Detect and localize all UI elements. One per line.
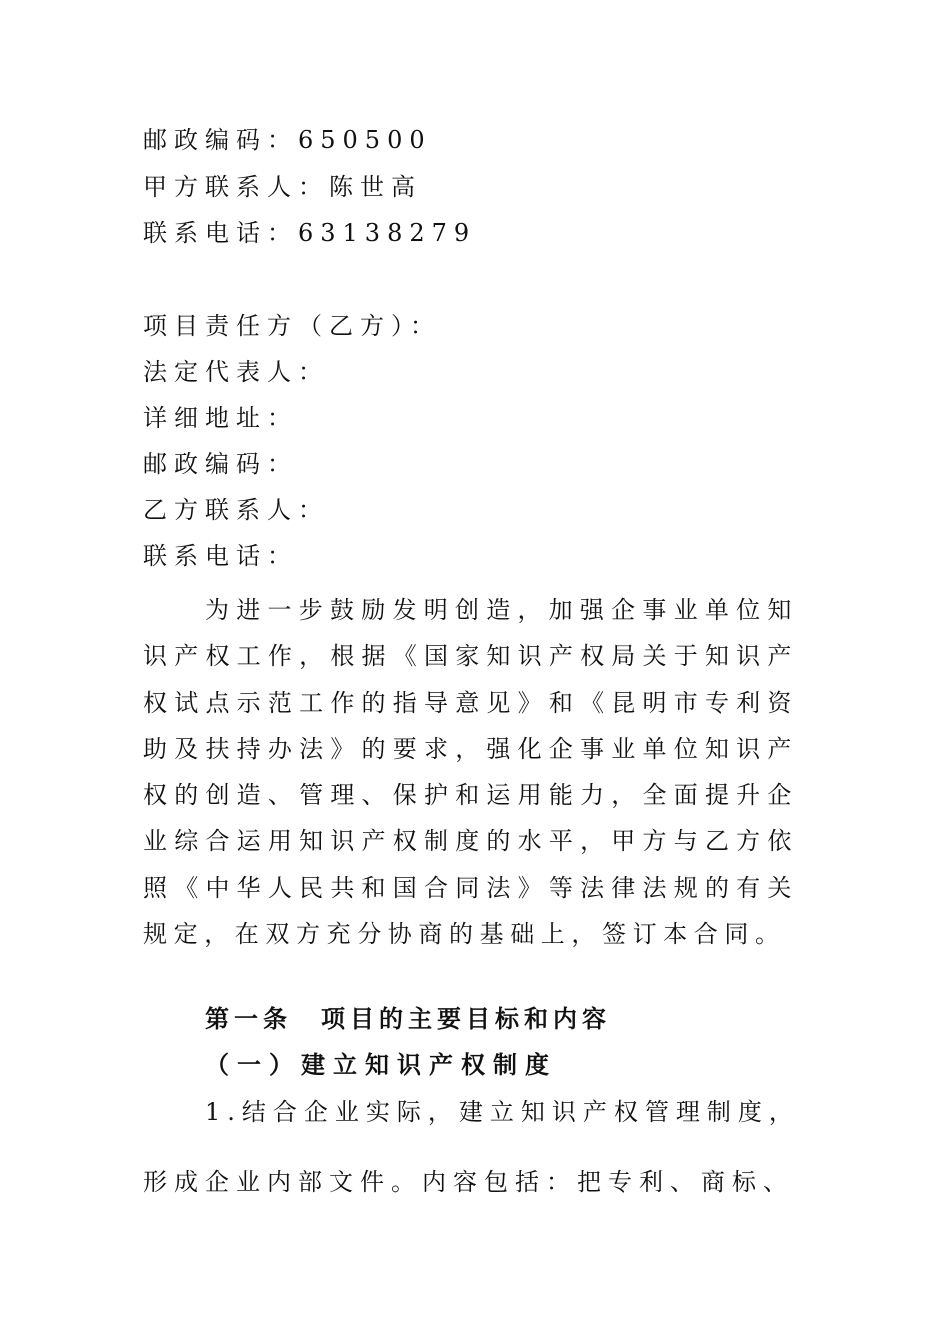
party-b-phone: 联系电话：	[143, 542, 298, 570]
article-1-heading: 第一条 项目的主要目标和内容	[205, 1004, 611, 1033]
party-b-contact: 乙方联系人：	[143, 496, 329, 524]
party-a-contact: 甲方联系人：陈世高	[143, 173, 422, 201]
section-1-heading: （一）建立知识产权制度	[205, 1050, 557, 1079]
party-a-postcode: 邮政编码：650500	[143, 126, 432, 154]
party-a-phone: 联系电话：63138279	[143, 219, 477, 247]
item-1-line-2: 形成企业内部文件。内容包括：把专利、商标、	[143, 1168, 794, 1196]
item-1-line-1: 1.结合企业实际，建立知识产权管理制度，	[205, 1098, 800, 1126]
preamble-paragraph: 为进一步鼓励发明创造，加强企事业单位知识产权工作，根据《国家知识产权局关于知识产权试点示范工作的指导意见》和《昆明市专利资助及扶持办法》的要求，强化企事业单位知识产权的创造、管理、保护和运用能力，全面提升企业综合运用知识产权制度的水平，甲方与乙方依照《中华人民共和国合同法》等法律法规的有关规定，在双方充分协商的基础上，签订本合同。	[143, 596, 798, 949]
party-b-title: 项目责任方（乙方）：	[143, 312, 441, 340]
party-b-postcode: 邮政编码：	[143, 450, 298, 478]
party-b-address: 详细地址：	[143, 404, 298, 432]
party-b-legal-rep: 法定代表人：	[143, 358, 329, 386]
